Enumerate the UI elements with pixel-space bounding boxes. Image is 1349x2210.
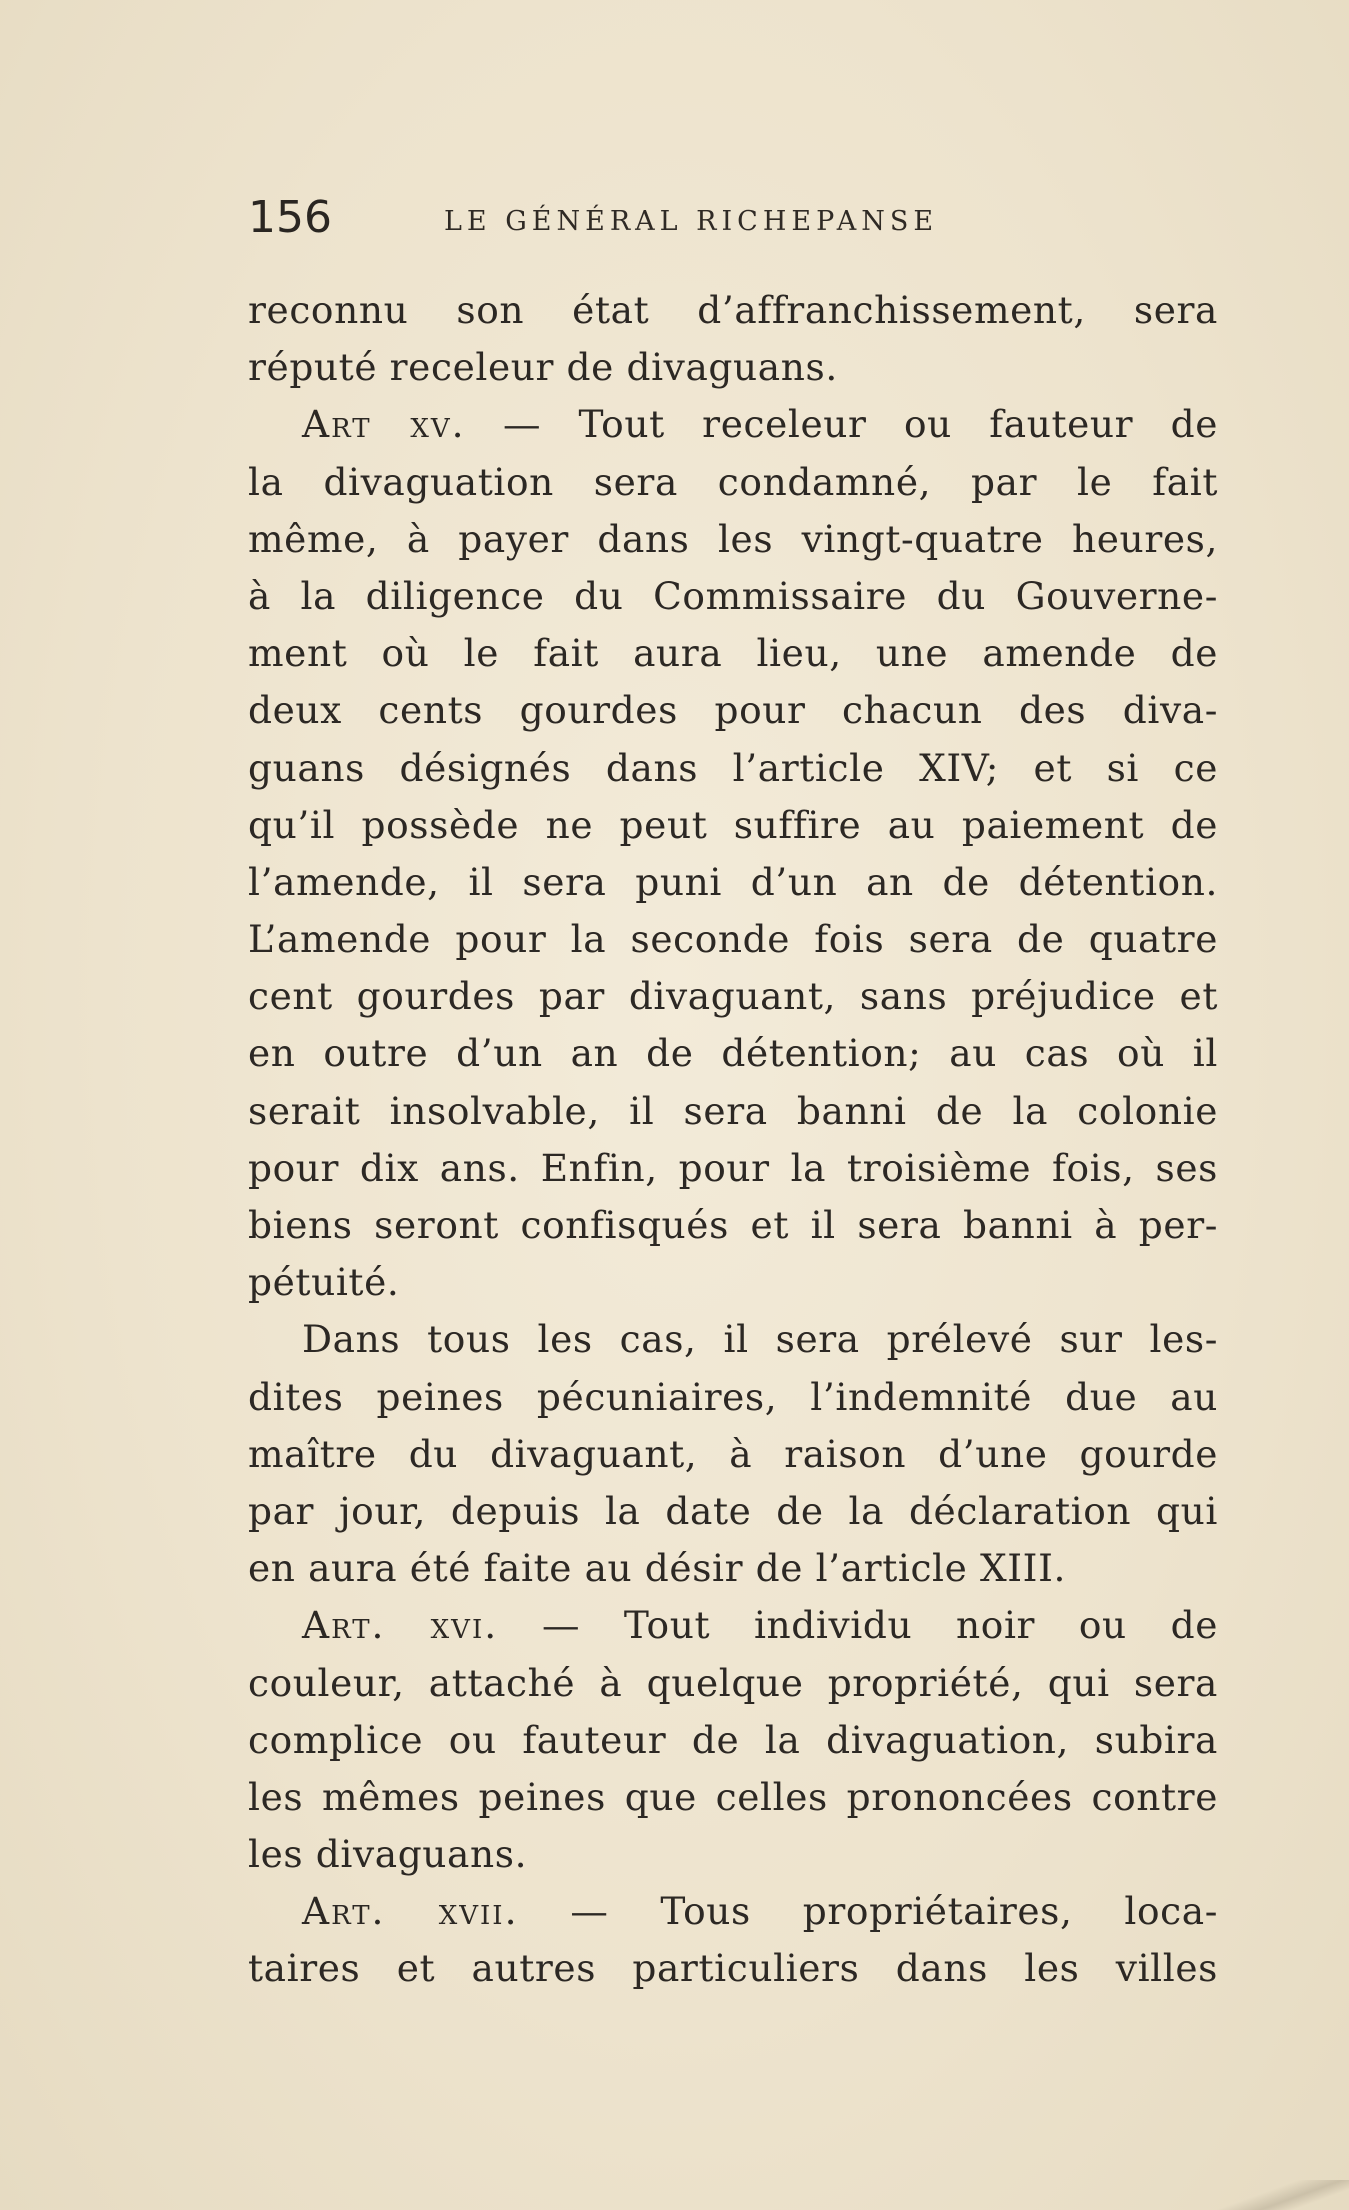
- text-line: guans désignés dans l’article XIV; et si ce: [248, 745, 1218, 790]
- page-number: 156: [248, 192, 332, 243]
- text-line: ment où le fait aura lieu, une amende de: [248, 631, 1218, 676]
- text-line: en outre d’un an de détention; au cas où il: [248, 1031, 1218, 1076]
- page-corner-smudge: [1209, 2180, 1349, 2210]
- text-line: taires et autres particuliers dans les villes: [248, 1946, 1218, 1991]
- text-line: l’amende, il sera puni d’un an de détention.: [248, 859, 1218, 904]
- text-line: reconnu son état d’affranchissement, sera: [248, 288, 1218, 332]
- text-line: — Tout receleur ou fauteur de: [502, 402, 1218, 447]
- article-16-line: [248, 1597, 1218, 1654]
- text-line: la divaguation sera condamné, par le fait: [248, 459, 1218, 504]
- text-line: les mêmes peines que celles prononcées contre: [248, 1774, 1218, 1819]
- text-line: cent gourdes par divaguant, sans préjudice et: [248, 974, 1218, 1019]
- running-title: LE GÉNÉRAL RICHEPANSE: [444, 206, 939, 237]
- text-line: à la diligence du Commissaire du Gouverne-: [248, 573, 1218, 618]
- text-line: — Tous propriétaires, loca-: [570, 1889, 1219, 1934]
- article-15-label: Art xv.: [302, 402, 466, 447]
- text-line: réputé receleur de divaguans.: [248, 345, 838, 390]
- text-line: même, à payer dans les vingt-quatre heures,: [248, 516, 1218, 561]
- text-line: Dans tous les cas, il sera prélevé sur les-: [302, 1317, 1218, 1362]
- text-line: pour dix ans. Enfin, pour la troisième fois, ses: [248, 1145, 1218, 1190]
- text-line: deux cents gourdes pour chacun des diva-: [248, 688, 1218, 733]
- text-line: en aura été faite au désir de l’article XIII.: [248, 1546, 1067, 1591]
- text-line: pétuité.: [248, 1260, 400, 1305]
- article-16-label: Art. xvi.: [302, 1603, 499, 1648]
- article-15-line: [248, 396, 1218, 453]
- running-head: [248, 192, 1218, 252]
- text-line: complice ou fauteur de la divaguation, subira: [248, 1717, 1218, 1762]
- text-line: dites peines pécuniaires, l’indemnité due au: [248, 1374, 1218, 1419]
- body-text: [248, 282, 1218, 1998]
- text-line: L’amende pour la seconde fois sera de quatre: [248, 917, 1218, 962]
- text-line: qu’il possède ne peut suffire au paiement de: [248, 802, 1218, 847]
- text-line: maître du divaguant, à raison d’une gourde: [248, 1431, 1218, 1476]
- text-line: serait insolvable, il sera banni de la colonie: [248, 1088, 1218, 1133]
- text-line: biens seront confisqués et il sera banni à per-: [248, 1203, 1218, 1247]
- text-line: couleur, attaché à quelque propriété, qui sera: [248, 1660, 1218, 1705]
- text-line: — Tout individu noir ou de: [541, 1603, 1219, 1648]
- article-17-label: Art. xvii.: [302, 1889, 519, 1934]
- article-17-line: [248, 1883, 1218, 1940]
- text-line: par jour, depuis la date de la déclaration qui: [248, 1488, 1218, 1533]
- text-line: les divaguans.: [248, 1832, 528, 1877]
